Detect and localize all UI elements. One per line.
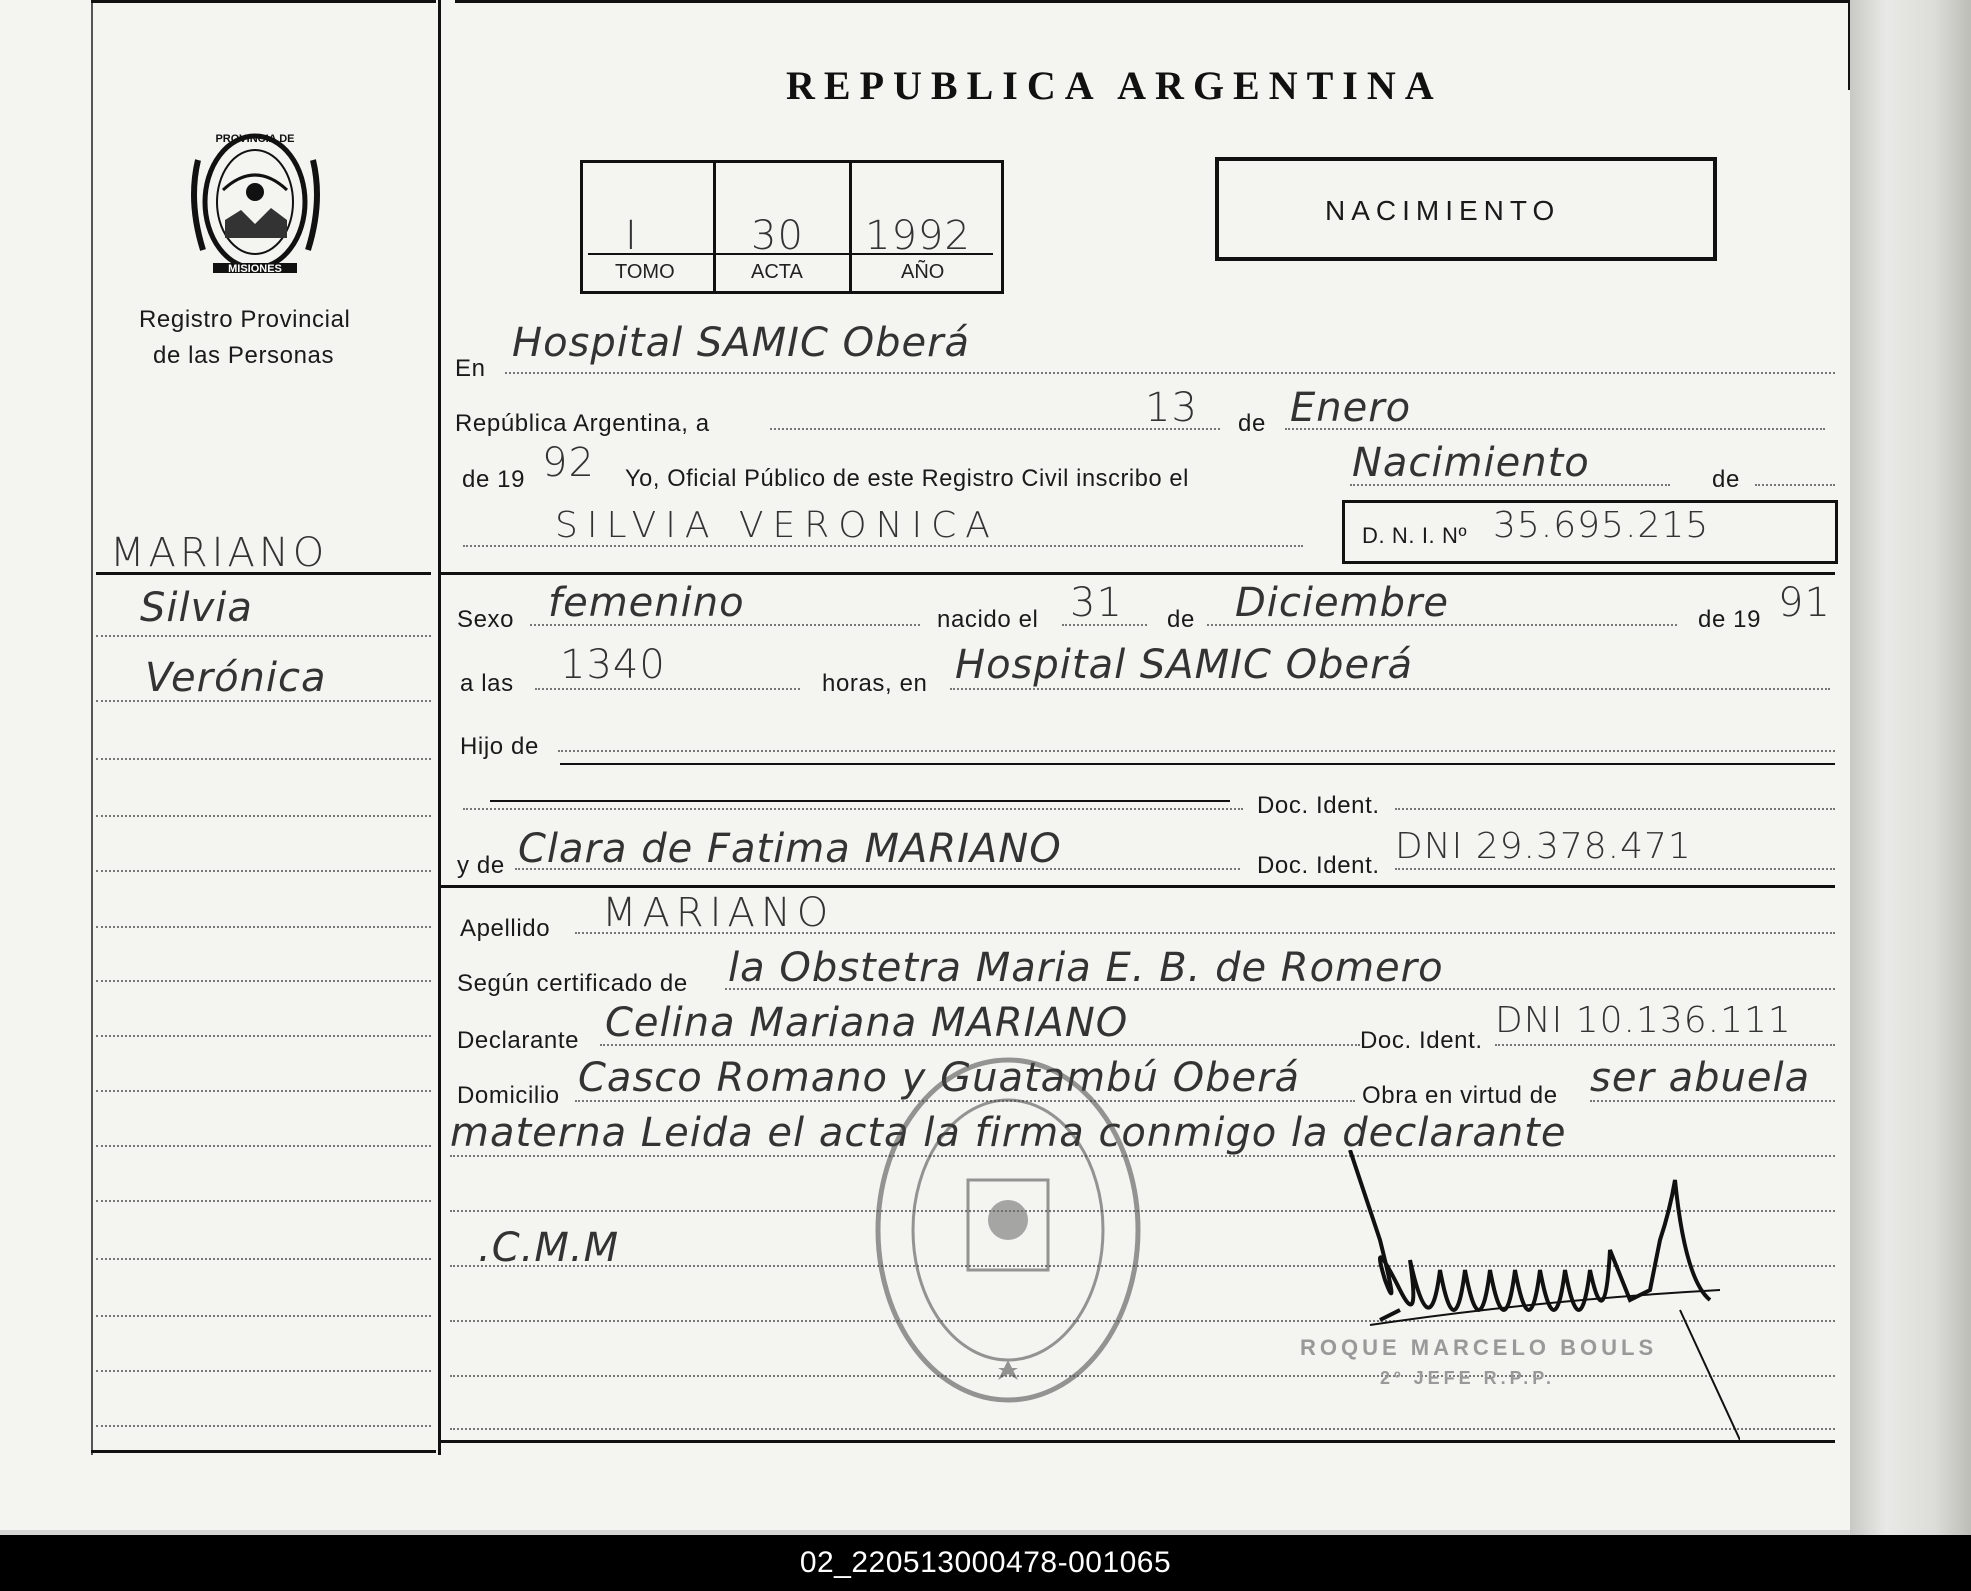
continuation-text: materna Leida el acta la firma conmigo la declarante: [450, 1110, 1567, 1156]
ano-label: AÑO: [901, 261, 945, 283]
dni-box: [1342, 500, 1838, 564]
birth-day: 31: [1070, 580, 1123, 626]
sexo-value: femenino: [548, 580, 745, 626]
declarante-doc-line: [1495, 1044, 1835, 1046]
stamp-title: 2º JEFE R.P.P.: [1380, 1368, 1555, 1388]
nacido-label: nacido el: [937, 606, 1039, 633]
stamp-name: ROQUE MARCELO BOULS: [1300, 1335, 1658, 1360]
horas-label: horas, en: [822, 670, 928, 697]
emblem-text-top: PROVINCIA DE: [215, 133, 295, 145]
event-value: Nacimiento: [1352, 440, 1590, 486]
ref-divider-1: [713, 163, 716, 291]
republica-label: República Argentina, a: [455, 410, 710, 437]
hijo-strike: [560, 763, 1835, 765]
acta-value: 30: [751, 213, 804, 259]
declarante-label: Declarante: [457, 1027, 580, 1054]
ref-divider-2: [849, 163, 852, 291]
sidebar-line-4: [96, 815, 431, 817]
birth-month: Diciembre: [1235, 580, 1450, 626]
birth-hour-line: [535, 688, 800, 690]
hijo-label: Hijo de: [460, 733, 539, 760]
bottom-left-line: [91, 1450, 436, 1453]
obra-value: ser abuela: [1590, 1055, 1811, 1101]
mother-doc: DNI 29.378.471: [1395, 826, 1692, 867]
oficial-text: Yo, Oficial Público de este Registro Civil inscribo el: [625, 466, 1189, 492]
tomo-label: TOMO: [615, 261, 675, 283]
sidebar-line-3: [96, 758, 431, 760]
de-label: de: [1238, 410, 1266, 437]
column-divider: [438, 0, 441, 1455]
birth-year: 91: [1778, 580, 1831, 626]
registry-line1: Registro Provincial: [139, 306, 351, 333]
hijo-line: [558, 750, 1835, 752]
country-title: REPUBLICA ARGENTINA: [786, 63, 1443, 108]
sidebar-line-7: [96, 980, 431, 982]
registry-seal: [868, 1050, 1148, 1410]
declarante-doc: DNI 10.136.111: [1495, 1000, 1792, 1041]
father-line: [463, 808, 1243, 810]
month-value: Enero: [1290, 385, 1412, 431]
alas-label: a las: [460, 670, 514, 697]
father-doc-line: [1395, 808, 1835, 810]
en-label: En: [455, 355, 486, 382]
sexo-label: Sexo: [457, 606, 515, 633]
segun-label: Según certificado de: [457, 970, 688, 997]
misiones-emblem: [183, 120, 328, 285]
record-type: NACIMIENTO: [1325, 195, 1561, 226]
sidebar-line-9: [96, 1090, 431, 1092]
right-edge-line: [1848, 0, 1850, 90]
de-label-3: de: [1167, 606, 1195, 633]
sidebar-line-8: [96, 1035, 431, 1037]
seal-outer-text: [868, 1050, 1148, 1410]
doc-ident-label-2: Doc. Ident.: [1257, 852, 1380, 879]
registry-line2: de las Personas: [153, 342, 335, 369]
domicilio-label: Domicilio: [457, 1082, 560, 1109]
birth-place-line: [950, 688, 1830, 690]
sidebar-line-12: [96, 1258, 431, 1260]
sidebar-line-14: [96, 1370, 431, 1372]
sidebar-line-11: [96, 1200, 431, 1202]
sidebar-line-10: [96, 1145, 431, 1147]
ano-value: 1992: [865, 213, 971, 259]
top-right-line: [455, 0, 1850, 3]
father-strike: [490, 800, 1230, 802]
seal-inner-text: [868, 1050, 1148, 1051]
de19-label: de 19: [462, 466, 526, 493]
doc-ident-label-3: Doc. Ident.: [1360, 1027, 1483, 1054]
sidebar-surname: MARIANO: [110, 530, 329, 576]
obra-label: Obra en virtud de: [1362, 1082, 1558, 1109]
mother-doc-line: [1395, 868, 1835, 870]
event-line-tail: [1755, 484, 1835, 486]
official-signature: [1340, 1150, 1740, 1445]
yde-label: y de: [457, 852, 505, 879]
reference-box: [580, 160, 1004, 294]
emblem-text-bottom: MISIONES: [228, 263, 282, 275]
footer-id: 02_220513000478-001065: [0, 1535, 1971, 1591]
declarante-value: Celina Mariana MARIANO: [605, 1000, 1129, 1046]
mother-name: Clara de Fatima MARIANO: [518, 826, 1062, 872]
acta-label: ACTA: [751, 261, 803, 283]
tomo-value: I: [625, 213, 638, 259]
record-type-box: [1215, 157, 1717, 261]
top-left-line: [91, 0, 436, 3]
de-label-2: de: [1712, 466, 1740, 493]
en-value: Hospital SAMIC Oberá: [512, 320, 971, 366]
sidebar-line-5: [96, 870, 431, 872]
apellido-value: MARIANO: [602, 890, 835, 936]
initials: .C.M.M: [478, 1225, 620, 1271]
sidebar-line-15: [96, 1425, 431, 1427]
sidebar-first-name: Silvia: [140, 585, 253, 631]
sidebar-line-1: [96, 635, 431, 637]
dni-label: D. N. I. Nº: [1362, 523, 1468, 548]
en-line: [505, 372, 1835, 374]
birth-hour: 1340: [560, 642, 666, 688]
sidebar-line-6: [96, 926, 431, 928]
dni-value: 35.695.215: [1493, 505, 1710, 546]
year-value: 92: [542, 440, 595, 486]
left-margin-line: [91, 0, 93, 1455]
sidebar-line-2: [96, 700, 431, 702]
sidebar-second-name: Verónica: [145, 655, 327, 701]
domicilio-value: Casco Romano y Guatambú Oberá: [578, 1055, 1301, 1101]
section-divider-2: [440, 885, 1835, 888]
doc-ident-label: Doc. Ident.: [1257, 792, 1380, 819]
book-binding: [1850, 0, 1971, 1535]
apellido-label: Apellido: [460, 915, 551, 942]
child-name: SILVIA VERONICA: [555, 505, 999, 546]
section-divider-1: [440, 572, 1835, 575]
birth-place: Hospital SAMIC Oberá: [955, 642, 1414, 688]
segun-value: la Obstetra Maria E. B. de Romero: [728, 945, 1444, 991]
day-value: 13: [1145, 385, 1198, 431]
de19-label-2: de 19: [1698, 606, 1762, 633]
sidebar-line-13: [96, 1315, 431, 1317]
